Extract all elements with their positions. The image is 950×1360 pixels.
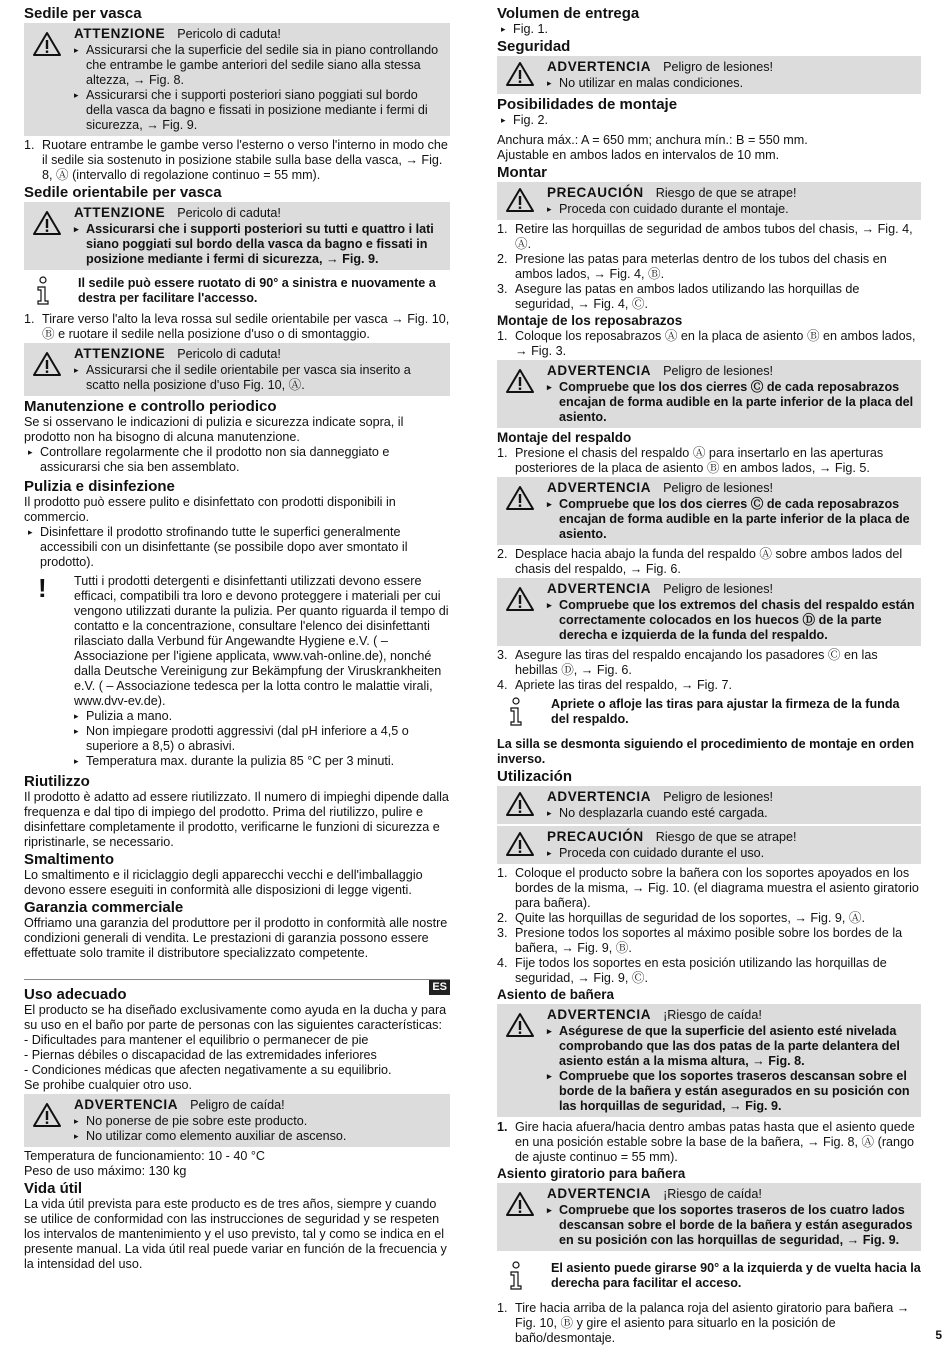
- important-note: [24, 574, 450, 769]
- bullet: ▸ Fig. 1.: [501, 22, 921, 37]
- heading-volumen: Volumen de entrega: [497, 5, 640, 22]
- warning-bullet: ▸ Compruebe que los extremos del chasis del respaldo están correctamente colocados en los huecos Ⓓ de la parte derecha e izquierda de la funda del respaldo.: [547, 598, 917, 643]
- warning-bullet: ▸ No ponerse de pie sobre este producto.: [74, 1114, 446, 1129]
- note-bullet: ▸ Non impiegare prodotti aggressivi (dal pH inferiore a 4,5 o superiore a 8,5) o abrasivi.: [74, 724, 450, 754]
- step: 2. Presione las patas para meterlas dentro de los tubos del chasis en ambos lados, → Fig. 4, Ⓑ.: [497, 252, 887, 281]
- warning-box: [497, 826, 921, 864]
- warning-icon: [505, 61, 535, 87]
- paragraph: El producto se ha diseñado exclusivamente como ayuda en la ducha y para su uso en el baño por parte de personas con las siguientes características:: [24, 1003, 447, 1032]
- list-line: Se prohibe cualquier otro uso.: [24, 1078, 193, 1092]
- warning-keyword: ADVERTENCIA: [547, 1007, 652, 1022]
- warning-icon: [32, 210, 62, 236]
- max-weight: Peso de uso máximo: 130 kg: [24, 1164, 187, 1178]
- language-separator: [24, 979, 450, 993]
- step: 1. Tire hacia arriba de la palanca roja del asiento giratorio para bañera → Fig. 10, Ⓑ y gire el asiento para situarlo en la posición de baño/desmontaje.: [497, 1301, 910, 1345]
- info-text: Il sedile può essere ruotato di 90° a sinistra e nuovamente a destra per facilitare l'accesso.: [78, 276, 436, 305]
- paragraph: Anchura máx.: A = 650 mm; anchura mín.: B = 550 mm.: [497, 133, 808, 147]
- note-text: Tutti i prodotti detergenti e disinfettanti utilizzati devono essere efficaci, compatibili tra loro e devono proteggere i materiali per cui vengono utilizzati durante la pulizia. Per quanto riguarda il tempo di contatto e la concentrazione, consultare l'elenco dei disinfettanti rilasciato dalla Verbund für Angewandte Hygiene e.V. ( – Associazione per l'igiene applicata, www.vah-online.de), nonché dalla Deutsche Vereinigung zur Bekämpfung der Viruskrankheiten e.V. ( – Associazione tedesca per la lotta contro le malattie virali, www.dvv-ev.de).: [74, 574, 449, 708]
- warning-icon: [505, 187, 535, 213]
- warning-text: Riesgo de que se atrape!: [655, 186, 797, 200]
- warning-bullet: ▸ Assicurarsi che i supporti posteriori siano poggiati sul bordo della vasca da bagno e fissati in posizione mediante i fermi di sicurezza, → Fig. 9.: [74, 88, 446, 133]
- step: 2. Desplace hacia abajo la funda del respaldo Ⓐ sobre ambos lados del chasis del respaldo, → Fig. 6.: [497, 547, 903, 576]
- note-bullet: ▸ Temperatura max. durante la pulizia 85 °C per 3 minuti.: [74, 754, 450, 769]
- heading-manutenzione: Manutenzione e controllo periodico: [24, 398, 277, 415]
- warning-keyword: ATTENZIONE: [74, 205, 166, 220]
- operating-temperature: Temperatura de funcionamiento: 10 - 40 °C: [24, 1149, 265, 1163]
- warning-box: [497, 360, 921, 428]
- warning-bullet: ▸ No utilizar como elemento auxiliar de ascenso.: [74, 1129, 446, 1144]
- info-note: [24, 276, 450, 306]
- warning-box: [497, 786, 921, 824]
- step: 4. Apriete las tiras del respaldo, → Fig. 7.: [497, 678, 732, 692]
- warning-text: ¡Riesgo de caída!: [663, 1008, 762, 1022]
- page-number: 5: [935, 1328, 942, 1342]
- warning-bullet: ▸ Proceda con cuidado durante el uso.: [547, 846, 917, 861]
- warning-bullet: ▸ Compruebe que los dos cierres Ⓒ de cada reposabrazos encajan de forma audible en la parte inferior de la placa de asiento.: [547, 497, 917, 542]
- info-note: [497, 697, 921, 727]
- warning-bullet: ▸ Assicurarsi che il sedile orientabile per vasca sia inserito a scatto nella posizione d'uso Fig. 10, Ⓐ.: [74, 363, 446, 393]
- warning-text: Pericolo di caduta!: [177, 347, 281, 361]
- paragraph: Il prodotto può essere pulito e disinfettato con prodotti disponibili in commercio.: [24, 495, 396, 524]
- step: 1. Coloque el producto sobre la bañera con los soportes apoyados en los bordes de la misma, → Fig. 10. (el diagrama muestra el asiento giratorio para bañera).: [497, 866, 919, 910]
- left-column: [24, 4, 450, 1272]
- step: 1. Presione el chasis del respaldo Ⓐ para insertarlo en las aperturas posteriores de la placa de asiento Ⓑ en ambos lados, → Fig. 5.: [497, 446, 884, 475]
- warning-icon: [505, 368, 535, 394]
- heading-montar: Montar: [497, 164, 547, 181]
- language-tag: ES: [429, 980, 450, 995]
- warning-text: Peligro de lesiones!: [663, 60, 774, 74]
- paragraph: La vida útil prevista para este producto es de tres años, siempre y cuando se utilice de conformidad con las instrucciones de seguridad y se respeten los intervalos de mantenimiento y el uso previsto, tal y como se indica en el presente manual. La vida útil real puede variar en función de la frecuencia y la intensidad del uso.: [24, 1197, 447, 1271]
- warning-text: Peligro de lesiones!: [663, 364, 774, 378]
- paragraph: Il prodotto è adatto ad essere riutilizzato. Il numero di impieghi dipende dalla frequenza e dal tipo di impiego del prodotto. Prima del riutilizzo, pulire e disinfettare completamente il prodotto, verificarne le funzioni di sicurezza e ripristinarle, se necessario.: [24, 790, 449, 849]
- warning-keyword: ADVERTENCIA: [547, 363, 652, 378]
- exclamation-icon: !: [38, 573, 47, 603]
- warning-text: Pericolo di caduta!: [177, 206, 281, 220]
- paragraph: Lo smaltimento e il riciclaggio degli apparecchi vecchi e dell'imballaggio devono essere eseguiti in conformità alle disposizioni di legge vigenti.: [24, 868, 423, 897]
- warning-bullet: ▸ No utilizar en malas condiciones.: [547, 76, 917, 91]
- list-line: - Dificultades para mantener el equilibrio o permanecer de pie: [24, 1033, 369, 1047]
- step: 1. Ruotare entrambe le gambe verso l'esterno o verso l'interno in modo che il sedile sia sostenuto in posizione stabile sulla base della vasca, → Fig. 8, Ⓐ (intervallo di regolazione continuo = 55 mm).: [24, 138, 448, 182]
- warning-icon: [32, 351, 62, 377]
- info-text: El asiento puede girarse 90° a la izquierda y de vuelta hacia la derecha para facilitar el acceso.: [551, 1261, 921, 1290]
- right-column: [497, 4, 921, 1346]
- heading-riutilizzo: Riutilizzo: [24, 773, 90, 790]
- warning-keyword: ATTENZIONE: [74, 346, 166, 361]
- list-line: - Condiciones médicas que afecten negativamente a su equilibrio.: [24, 1063, 392, 1077]
- info-icon: [32, 276, 54, 306]
- warning-icon: [32, 1102, 62, 1128]
- warning-icon: [505, 586, 535, 612]
- warning-keyword: ADVERTENCIA: [547, 581, 652, 596]
- paragraph: Ajustable en ambos lados en intervalos de 10 mm.: [497, 148, 780, 162]
- paragraph: Offriamo una garanzia del produttore per il prodotto in conformità alle nostre condizioni generali di vendita. Le prestazioni di garanzia possono essere effettuate solo tramite il distributore specializzato competente.: [24, 916, 448, 960]
- warning-box: [497, 477, 921, 545]
- warning-text: Peligro de lesiones!: [663, 481, 774, 495]
- heading-uso: Uso adecuado: [24, 986, 127, 1003]
- heading-seguridad: Seguridad: [497, 38, 571, 55]
- step: 3. Asegure las patas en ambos lados utilizando las horquillas de seguridad, → Fig. 4, Ⓒ.: [497, 282, 860, 311]
- warning-icon: [505, 791, 535, 817]
- warning-keyword: ATTENZIONE: [74, 26, 166, 41]
- warning-box: [24, 1094, 450, 1147]
- warning-keyword: PRECAUCIÓN: [547, 829, 644, 844]
- info-note: [497, 1261, 921, 1291]
- warning-text: ¡Riesgo de caída!: [663, 1187, 762, 1201]
- warning-text: Peligro de lesiones!: [663, 790, 774, 804]
- step: 3. Asegure las tiras del respaldo encajando los pasadores Ⓒ en las hebillas Ⓓ, → Fig. 6.: [497, 648, 878, 677]
- heading-sedile: Sedile per vasca: [24, 5, 142, 22]
- heading-orientabile: Sedile orientabile per vasca: [24, 184, 222, 201]
- warning-bullet: ▸ Proceda con cuidado durante el montaje.: [547, 202, 917, 217]
- info-icon: [505, 1261, 527, 1291]
- heading-posibilidades: Posibilidades de montaje: [497, 96, 678, 113]
- warning-icon: [32, 31, 62, 57]
- heading-vida: Vida útil: [24, 1180, 83, 1197]
- warning-keyword: ADVERTENCIA: [547, 789, 652, 804]
- step: 3. Presione todos los soportes al máximo posible sobre los bordes de la bañera, → Fig. 9, Ⓑ.: [497, 926, 903, 955]
- info-icon: [505, 697, 527, 727]
- bullet: ▸ Fig. 2.: [501, 113, 921, 128]
- step: 1. Coloque los reposabrazos Ⓐ en la placa de asiento Ⓑ en ambos lados, → Fig. 3.: [497, 329, 916, 358]
- heading-smaltimento: Smaltimento: [24, 851, 115, 868]
- warning-box: [497, 1183, 921, 1251]
- warning-text: Peligro de lesiones!: [663, 582, 774, 596]
- warning-bullet: ▸ Assicurarsi che i supporti posteriori su tutti e quattro i lati siano poggiati sul bordo della vasca da bagno e fissati in posizione mediante i fermi di sicurezza, → Fig. 9.: [74, 222, 446, 267]
- warning-bullet: ▸ No desplazarla cuando esté cargada.: [547, 806, 917, 821]
- warning-bullet: ▸ Compruebe que los soportes traseros de los cuatro lados descansan sobre el borde de la bañera y están asegurados en su posición con las horquillas de seguridad, → Fig. 9.: [547, 1203, 917, 1248]
- heading-pulizia: Pulizia e disinfezione: [24, 478, 175, 495]
- list-line: - Piernas débiles o discapacidad de las extremidades inferiores: [24, 1048, 377, 1062]
- heading-respaldo: Montaje del respaldo: [497, 430, 632, 445]
- warning-box: [497, 56, 921, 94]
- heading-giratorio: Asiento giratorio para bañera: [497, 1166, 686, 1181]
- warning-box: [497, 182, 921, 220]
- warning-keyword: PRECAUCIÓN: [547, 185, 644, 200]
- step: 1. Gire hacia afuera/hacia dentro ambas patas hasta que el asiento quede en una posición estable sobre la base de la bañera, → Fig. 8, Ⓐ (rango de ajuste continuo = 55 mm).: [497, 1120, 915, 1164]
- warning-box: [24, 202, 450, 270]
- step: 2. Quite las horquillas de seguridad de los soportes, → Fig. 9, Ⓐ.: [497, 911, 866, 925]
- warning-icon: [505, 485, 535, 511]
- info-text: Apriete o afloje las tiras para ajustar la firmeza de la funda del respaldo.: [551, 697, 900, 726]
- heading-garanzia: Garanzia commerciale: [24, 899, 184, 916]
- step: 1. Tirare verso l'alto la leva rossa sul sedile orientabile per vasca → Fig. 10, Ⓑ e ruotare il sedile nella posizione d'uso o di smontaggio.: [24, 312, 450, 341]
- warning-bullet: ▸ Compruebe que los soportes traseros descansan sobre el borde de la bañera y están asegurados en su posición con las horquillas de seguridad, → Fig. 9.: [547, 1069, 917, 1114]
- warning-icon: [505, 1012, 535, 1038]
- heading-asiento: Asiento de bañera: [497, 987, 615, 1002]
- warning-box: [24, 23, 450, 136]
- warning-box: [497, 578, 921, 646]
- bullet: ▸ Disinfettare il prodotto strofinando tutte le superfici generalmente accessibili con un disinfettante (se possibile dopo aver smontato il prodotto).: [28, 525, 450, 570]
- paragraph: Se si osservano le indicazioni di pulizia e sicurezza indicate sopra, il prodotto non ha bisogno di alcuna manutenzione.: [24, 415, 404, 444]
- warning-keyword: ADVERTENCIA: [547, 59, 652, 74]
- warning-bullet: ▸ Assicurarsi che la superficie del sedile sia in piano controllando che entrambe le gambe anteriori del sedile siano alla stessa altezza, → Fig. 8.: [74, 43, 446, 88]
- warning-text: Peligro de caída!: [190, 1098, 285, 1112]
- warning-bullet: ▸ Compruebe que los dos cierres Ⓒ de cada reposabrazos encajan de forma audible en la parte inferior de la placa del asiento.: [547, 380, 917, 425]
- step: 4. Fije todos los soportes en esta posición utilizando las horquillas de seguridad, → Fig. 9, Ⓒ.: [497, 956, 887, 985]
- paragraph: La silla se desmonta siguiendo el procedimiento de montaje en orden inverso.: [497, 737, 915, 766]
- step: 1. Retire las horquillas de seguridad de ambos tubos del chasis, → Fig. 4, Ⓐ.: [497, 222, 913, 251]
- warning-text: Riesgo de que se atrape!: [655, 830, 797, 844]
- warning-text: Pericolo di caduta!: [177, 27, 281, 41]
- note-bullet: ▸ Pulizia a mano.: [74, 709, 450, 724]
- warning-icon: [505, 831, 535, 857]
- heading-reposabrazos: Montaje de los reposabrazos: [497, 313, 683, 328]
- warning-keyword: ADVERTENCIA: [547, 1186, 652, 1201]
- heading-utilizacion: Utilización: [497, 768, 573, 785]
- warning-keyword: ADVERTENCIA: [74, 1097, 179, 1112]
- warning-box: [24, 343, 450, 396]
- warning-icon: [505, 1191, 535, 1217]
- bullet: ▸ Controllare regolarmente che il prodotto non sia danneggiato e assicurarsi che sia ben assemblato.: [28, 445, 450, 475]
- warning-keyword: ADVERTENCIA: [547, 480, 652, 495]
- warning-bullet: ▸ Aségurese de que la superficie del asiento esté nivelada comprobando que las dos patas de la parte delantera del asiento están a la misma altura, → Fig. 8.: [547, 1024, 917, 1069]
- warning-box: [497, 1004, 921, 1117]
